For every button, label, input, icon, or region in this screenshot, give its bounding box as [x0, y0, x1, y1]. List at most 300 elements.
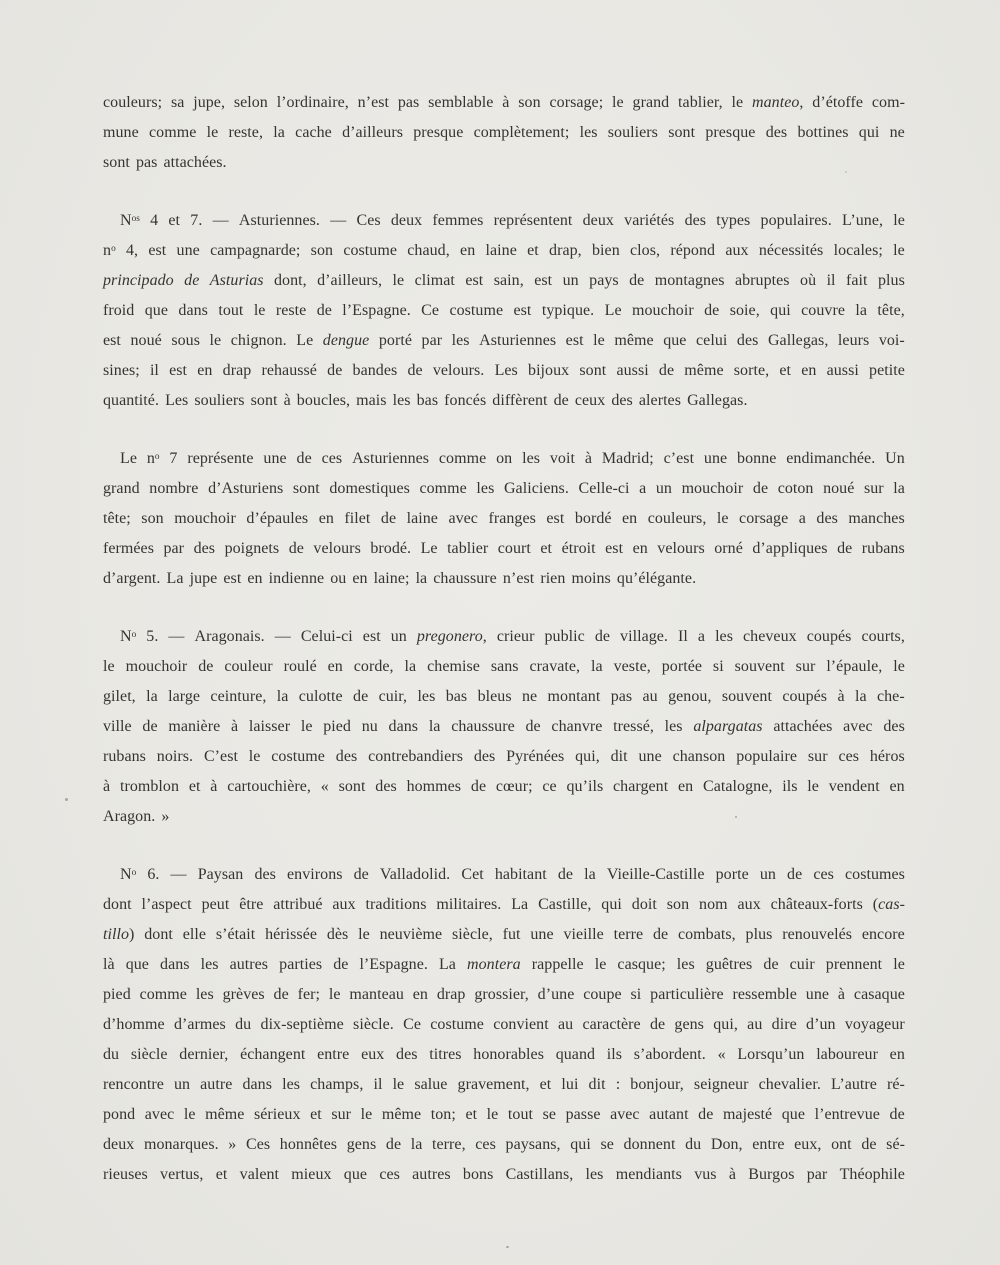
- word: la: [855, 302, 868, 319]
- word: un: [655, 480, 672, 497]
- word: Asturias: [209, 272, 264, 289]
- word: presque: [705, 124, 756, 141]
- word: rappelle: [531, 956, 584, 973]
- word: à: [728, 1166, 736, 1183]
- word: sous: [171, 332, 200, 349]
- word: rehaussé: [261, 362, 317, 379]
- paragraph: [103, 206, 905, 416]
- word: qui: [770, 302, 791, 319]
- word: du: [235, 1016, 252, 1033]
- word: il: [149, 362, 159, 379]
- word: couleur: [224, 658, 273, 675]
- word: majesté: [722, 1106, 773, 1123]
- word: mune: [103, 124, 139, 141]
- word: le: [360, 1106, 373, 1123]
- word: quantité.: [103, 392, 159, 409]
- word: sans: [490, 658, 519, 675]
- word: la: [146, 688, 158, 705]
- word: pregonero,: [416, 628, 487, 645]
- word: de: [142, 718, 158, 735]
- word: sérieux: [253, 1106, 301, 1123]
- word: avec: [610, 1106, 640, 1123]
- text-line: [103, 712, 905, 742]
- text-line: [103, 890, 905, 920]
- text-line: [103, 1100, 905, 1130]
- word: portée: [661, 658, 702, 675]
- word: sur: [331, 1106, 352, 1123]
- word: l’Espagne.: [359, 956, 428, 973]
- word: que: [144, 302, 169, 319]
- word: dengue: [322, 332, 370, 349]
- word: Vieille-Castille: [606, 866, 705, 883]
- word: Gallegas.: [687, 392, 748, 409]
- word: de: [787, 866, 803, 883]
- word: titres: [429, 1046, 462, 1063]
- word: et: [465, 1106, 478, 1123]
- word: est: [605, 540, 624, 557]
- word: qui: [601, 896, 622, 913]
- word: presque: [413, 124, 464, 141]
- word: locales;: [833, 242, 883, 259]
- word: entre: [752, 1136, 785, 1153]
- word: les: [579, 124, 598, 141]
- word: aux: [332, 896, 356, 913]
- word: chaud,: [407, 242, 450, 259]
- word: tout: [507, 1106, 533, 1123]
- word: si: [630, 986, 642, 1003]
- word: les: [282, 1076, 301, 1093]
- word: chargent: [613, 778, 669, 795]
- word: avec: [144, 1106, 175, 1123]
- word: le: [807, 778, 819, 795]
- word: de: [837, 540, 853, 557]
- word: prennent: [825, 956, 883, 973]
- word: aux: [737, 896, 761, 913]
- word: représentent: [493, 212, 573, 229]
- text-line: [103, 504, 905, 534]
- word: doit: [631, 896, 657, 913]
- word: alertes: [638, 392, 681, 409]
- word: Burgos: [748, 1166, 795, 1183]
- text-line: [103, 534, 905, 564]
- word: l’entrevue: [814, 1106, 880, 1123]
- word: populaires.: [760, 212, 832, 229]
- word: le: [486, 1106, 499, 1123]
- word: voit: [549, 450, 575, 467]
- word: —: [168, 628, 185, 645]
- word: genou,: [668, 688, 712, 705]
- word: principado: [103, 272, 174, 289]
- word: sont: [250, 392, 278, 409]
- word: être: [239, 896, 264, 913]
- word: encore: [861, 926, 905, 943]
- word: en: [622, 510, 638, 527]
- word: du: [103, 1046, 120, 1063]
- word: diffèrent: [492, 392, 548, 409]
- word: froid: [103, 302, 135, 319]
- word: Un: [885, 450, 905, 467]
- word: nom: [699, 896, 728, 913]
- word: $N^o$: [120, 628, 137, 645]
- word: veste,: [613, 658, 651, 675]
- word: que: [125, 956, 149, 973]
- text-line: [103, 1160, 905, 1190]
- word: aux: [725, 242, 749, 259]
- word: attribué: [273, 896, 323, 913]
- word: public: [544, 628, 585, 645]
- ink-speck: [735, 816, 737, 818]
- word: rien: [540, 570, 566, 587]
- word: la: [584, 866, 596, 883]
- paragraph: [103, 622, 905, 832]
- word: les: [664, 718, 683, 735]
- text-line: [103, 950, 905, 980]
- word: même: [684, 362, 724, 379]
- word: de: [649, 1016, 666, 1033]
- word: entre: [317, 1046, 350, 1063]
- word: —: [330, 212, 347, 229]
- word: mouchoir: [632, 302, 694, 319]
- word: rieuses: [103, 1166, 148, 1183]
- word: et: [310, 1106, 322, 1123]
- word: costume: [449, 302, 504, 319]
- word: comme: [139, 986, 187, 1003]
- word: le: [612, 94, 624, 111]
- word: endimanchée.: [786, 450, 876, 467]
- word: autres: [229, 956, 269, 973]
- word: La: [166, 570, 184, 587]
- word: et: [215, 1166, 228, 1183]
- word: dont: [144, 926, 173, 943]
- word: la: [276, 688, 289, 705]
- word: de: [658, 362, 675, 379]
- word: Valladolid.: [379, 866, 451, 883]
- word: Castille,: [538, 896, 592, 913]
- word: abruptes: [734, 272, 790, 289]
- text-line: [103, 802, 905, 832]
- word: couleurs;: [103, 94, 163, 111]
- word: échangent: [240, 1046, 306, 1063]
- word: à: [230, 718, 239, 735]
- word: le: [594, 956, 607, 973]
- word: rencontre: [103, 1076, 164, 1093]
- word: corsage: [739, 510, 789, 527]
- word: clos,: [630, 242, 661, 259]
- word: de: [296, 450, 312, 467]
- word: fut: [502, 926, 521, 943]
- word: étroit: [561, 540, 596, 557]
- word: filet: [344, 510, 371, 527]
- word: Cet: [461, 866, 484, 883]
- word: ressemble: [732, 986, 797, 1003]
- word: $N^{os}$: [120, 212, 140, 229]
- word: quand: [555, 1046, 596, 1063]
- word: les: [451, 332, 470, 349]
- word: a: [639, 480, 647, 497]
- word: couvre: [801, 302, 845, 319]
- word: de: [333, 956, 349, 973]
- word: velours.: [432, 362, 485, 379]
- word: bijoux: [528, 362, 570, 379]
- word: des: [193, 540, 216, 557]
- word: monarques.: [143, 1136, 219, 1153]
- word: n’est: [357, 94, 389, 111]
- word: gravement,: [457, 1076, 530, 1093]
- word: 4,: [125, 242, 139, 259]
- word: de: [184, 272, 200, 289]
- word: un: [390, 628, 407, 645]
- word: à: [210, 778, 218, 795]
- word: ces: [321, 450, 343, 467]
- word: laine: [485, 242, 517, 259]
- word: les: [476, 480, 495, 497]
- word: selon: [233, 94, 268, 111]
- word: hommes: [406, 778, 462, 795]
- word: attachées: [773, 718, 833, 735]
- word: salue: [414, 1076, 448, 1093]
- word: de: [557, 866, 574, 883]
- word: chevalier.: [758, 1076, 821, 1093]
- word: Asturiennes.: [238, 212, 320, 229]
- word: hérissée: [265, 926, 318, 943]
- word: pas: [397, 94, 420, 111]
- word: vus: [694, 1166, 717, 1183]
- word: mais: [356, 392, 387, 409]
- word: Théophile: [839, 1166, 905, 1183]
- word: deux: [103, 1136, 135, 1153]
- word: des: [765, 124, 788, 141]
- word: boucles,: [296, 392, 351, 409]
- word: che-: [876, 688, 905, 705]
- word: ces: [475, 1136, 496, 1153]
- word: du: [685, 1136, 702, 1153]
- word: sa: [170, 94, 185, 111]
- word: complètement;: [473, 124, 570, 141]
- word: 7: [169, 450, 178, 467]
- word: peut: [201, 896, 230, 913]
- word: l’aspect: [141, 896, 192, 913]
- word: Celui-ci: [300, 628, 353, 645]
- word: soie,: [729, 302, 760, 319]
- word: de: [652, 926, 669, 943]
- word: bas: [445, 688, 468, 705]
- word: dans: [178, 302, 208, 319]
- word: caractère: [582, 1016, 641, 1033]
- word: en: [889, 1046, 905, 1063]
- word: sont: [579, 362, 607, 379]
- word: «: [717, 1046, 726, 1063]
- word: femmes: [432, 212, 484, 229]
- word: de: [288, 540, 304, 557]
- text-line: [103, 1130, 905, 1160]
- word: grossier,: [474, 986, 529, 1003]
- word: nombre: [149, 480, 199, 497]
- word: coupés: [806, 628, 852, 645]
- word: s’était: [215, 926, 256, 943]
- word: sont: [292, 480, 320, 497]
- word: une: [176, 242, 200, 259]
- word: représente: [187, 450, 254, 467]
- word: ceinture,: [210, 688, 267, 705]
- word: tout: [218, 302, 244, 319]
- word: jupe,: [193, 94, 225, 111]
- word: en: [678, 778, 694, 795]
- word: Ce: [421, 302, 440, 319]
- word: laboureur: [816, 1046, 878, 1063]
- text-line: [103, 444, 905, 474]
- word: la: [591, 658, 603, 675]
- word: est: [362, 628, 381, 645]
- word: dans: [388, 718, 419, 735]
- word: mouchoir: [681, 480, 744, 497]
- word: rubans: [103, 748, 146, 765]
- word: sorte,: [733, 362, 770, 379]
- word: ceux: [574, 392, 606, 409]
- word: bas: [416, 392, 439, 409]
- word: militaires.: [436, 896, 502, 913]
- word: L’une,: [841, 212, 884, 229]
- word: cuir: [789, 956, 815, 973]
- text-line: [103, 1070, 905, 1100]
- word: populaire: [736, 748, 798, 765]
- paragraph: [103, 860, 905, 1190]
- word: à: [837, 688, 845, 705]
- word: avec: [843, 718, 873, 735]
- word: bonjour,: [630, 1076, 684, 1093]
- word: a: [798, 510, 806, 527]
- word: environs: [287, 866, 343, 883]
- word: L’autre: [830, 1076, 877, 1093]
- text-line: [103, 326, 905, 356]
- word: et: [539, 1076, 552, 1093]
- word: des: [375, 778, 397, 795]
- word: coton: [777, 480, 814, 497]
- word: avec: [448, 510, 478, 527]
- word: de: [861, 1136, 877, 1153]
- word: nu: [361, 718, 378, 735]
- word: le: [300, 718, 313, 735]
- word: manière: [168, 718, 221, 735]
- word: comme: [438, 450, 487, 467]
- word: grand: [632, 94, 670, 111]
- word: les: [200, 956, 219, 973]
- word: le: [893, 658, 905, 675]
- word: la: [854, 688, 867, 705]
- word: domestiques: [329, 480, 410, 497]
- word: la: [404, 658, 417, 675]
- word: Asturiennes: [352, 450, 430, 467]
- word: voyageur: [844, 1016, 905, 1033]
- word: comme: [149, 124, 197, 141]
- word: Le: [296, 332, 314, 349]
- word: «: [320, 778, 329, 795]
- word: en: [460, 242, 476, 259]
- word: d’homme: [103, 1016, 165, 1033]
- word: manches: [848, 510, 905, 527]
- word: d’appliques: [752, 540, 828, 557]
- word: même: [614, 332, 654, 349]
- word: sé-: [886, 1136, 905, 1153]
- word: le: [392, 272, 405, 289]
- word: si: [712, 658, 724, 675]
- word: siècle.: [353, 1016, 394, 1033]
- word: de: [198, 658, 214, 675]
- word: et: [540, 540, 553, 557]
- word: plus: [877, 272, 905, 289]
- word: là: [103, 956, 115, 973]
- word: par: [806, 1166, 828, 1183]
- word: com-: [871, 94, 905, 111]
- word: pied: [103, 986, 131, 1003]
- word: —: [170, 866, 187, 883]
- word: à: [502, 94, 510, 111]
- word: noué: [823, 480, 855, 497]
- word: grèves: [222, 986, 265, 1003]
- word: paysans,: [505, 1136, 561, 1153]
- word: les: [417, 688, 436, 705]
- word: sur: [863, 480, 884, 497]
- word: châteaux-forts: [770, 896, 863, 913]
- word: courts,: [861, 628, 905, 645]
- word: se: [600, 1136, 614, 1153]
- word: aussi: [826, 362, 859, 379]
- word: où: [800, 272, 817, 289]
- word: les: [715, 628, 733, 645]
- word: pas: [610, 688, 633, 705]
- word: une: [638, 748, 662, 765]
- word: la: [428, 718, 441, 735]
- word: une: [703, 450, 728, 467]
- word: de: [889, 1106, 905, 1123]
- word: au: [642, 688, 658, 705]
- word: répond: [670, 242, 716, 259]
- word: bien: [592, 242, 620, 259]
- word: sines;: [103, 362, 140, 379]
- word: les: [392, 392, 411, 409]
- text-line: [103, 386, 905, 416]
- word: son: [141, 510, 164, 527]
- word: montagnes: [654, 272, 725, 289]
- word: de: [407, 362, 423, 379]
- word: attachées.: [163, 154, 227, 171]
- word: pays: [589, 272, 619, 289]
- word: ne: [889, 124, 905, 141]
- word: de: [316, 302, 332, 319]
- word: leurs: [837, 332, 870, 349]
- word: s’abordent.: [633, 1046, 706, 1063]
- word: bandes: [352, 362, 398, 379]
- word: héros: [869, 748, 905, 765]
- word: de: [327, 362, 343, 379]
- word: se: [542, 1106, 557, 1123]
- word: tablier,: [678, 94, 723, 111]
- word: fait: [846, 272, 868, 289]
- word: Asturiennes: [479, 332, 557, 349]
- word: le: [593, 332, 605, 349]
- word: d’Asturiens: [208, 480, 284, 497]
- word: de: [385, 1136, 402, 1153]
- word: gilet,: [103, 688, 136, 705]
- word: laine: [406, 510, 438, 527]
- word: des: [816, 510, 838, 527]
- word: chaussure: [451, 718, 515, 735]
- word: La: [511, 896, 529, 913]
- word: sur: [807, 748, 828, 765]
- text-line: [103, 1040, 905, 1070]
- text-line: [103, 474, 905, 504]
- word: il: [373, 1076, 383, 1093]
- text-line: [103, 980, 905, 1010]
